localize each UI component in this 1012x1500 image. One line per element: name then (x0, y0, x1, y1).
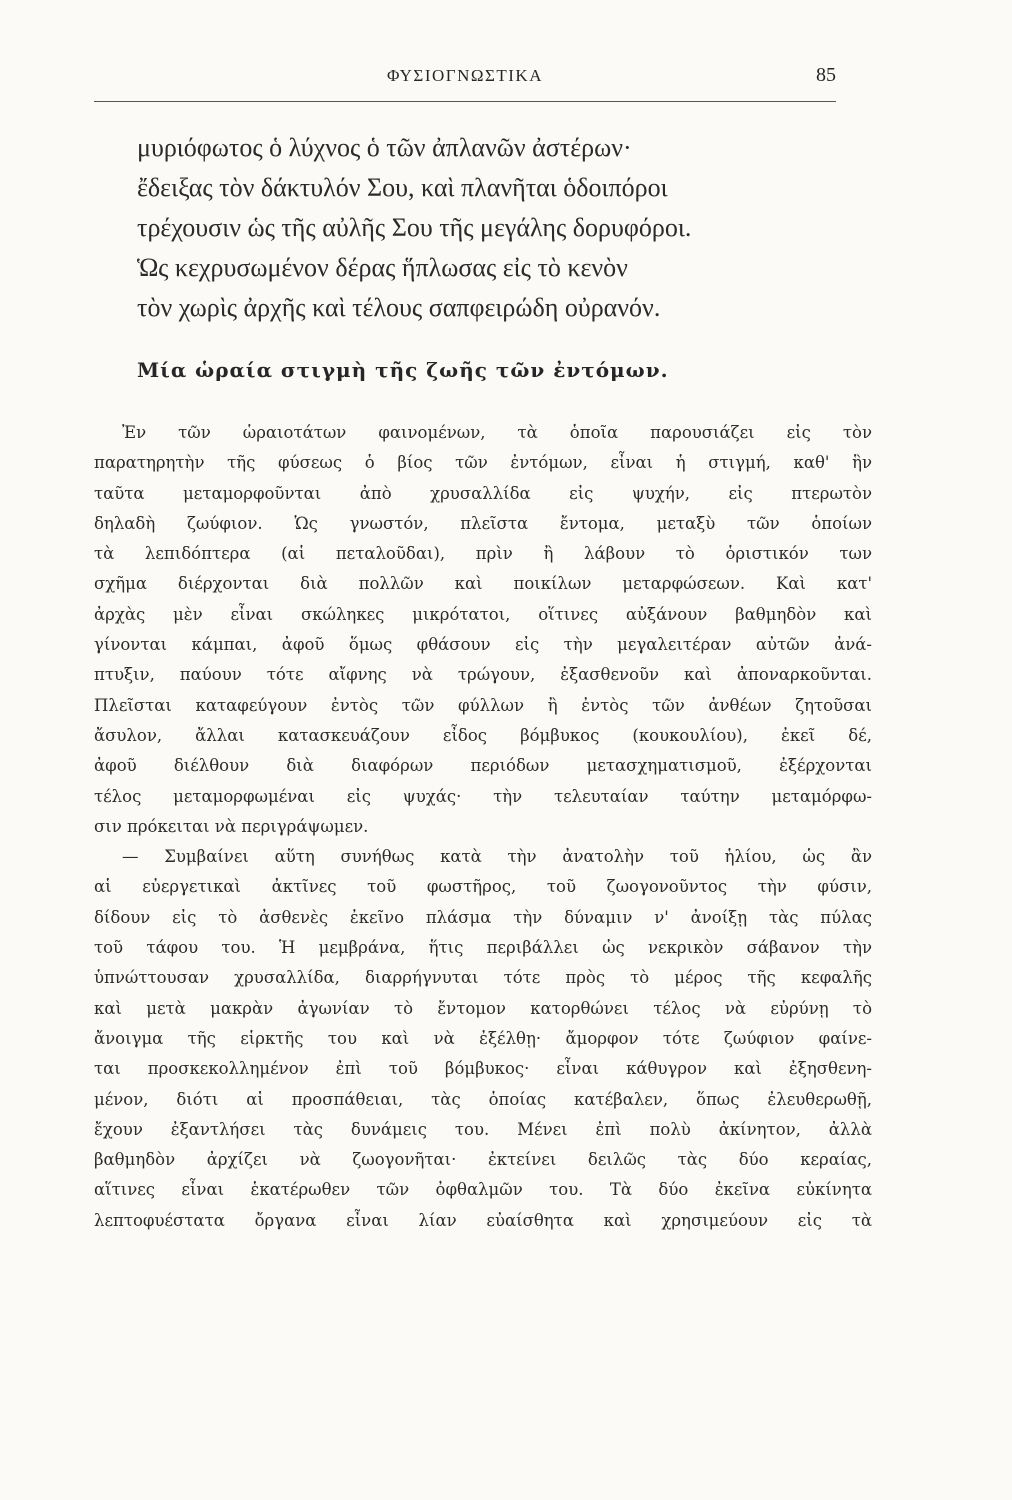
poem-line: ἔδειξας τὸν δάκτυλόν Σου, καὶ πλανῆται ὁδοιπόροι (137, 173, 668, 202)
text-line: αἱ εὐεργετικαὶ ἀκτῖνες τοῦ φωστῆρος, τοῦ ζωογονοῦντος τὴν φύσιν, (94, 877, 872, 897)
text-line: — Συμβαίνει αὕτη συνήθως κατὰ τὴν ἀνατολὴν τοῦ ἡλίου, ὡς ἂν (122, 847, 872, 867)
poem-line: μυριόφωτος ὁ λύχνος ὁ τῶν ἀπλανῶν ἀστέρων· (137, 133, 632, 162)
text-line: ἔχουν ἐξαντλήσει τὰς δυνάμεις του. Μένει ἐπὶ πολὺ ἀκίνητον, ἀλλὰ (94, 1119, 872, 1139)
text-line: σχῆμα διέρχονται διὰ πολλῶν καὶ ποικίλων μεταρφώσεων. Καὶ κατ' (94, 574, 872, 594)
text-line: αἵτινες εἶναι ἑκατέρωθεν τῶν ὀφθαλμῶν του. Τὰ δύο ἐκεῖνα εὐκίνητα (94, 1180, 872, 1200)
text-line: τέλος μεταμορφωμέναι εἰς ψυχάς· τὴν τελευταίαν ταύτην μεταμόρφω- (94, 786, 872, 806)
text-line: ὑπνώττουσαν χρυσαλλίδα, διαρρήγνυται τότε πρὸς τὸ μέρος τῆς κεφαλῆς (94, 968, 872, 988)
poem-line: Ὡς κεχρυσωμένον δέρας ἥπλωσας εἰς τὸ κενὸν (137, 253, 628, 282)
running-header (94, 66, 836, 96)
text-line: σιν πρόκειται νὰ περιγράψωμεν. (94, 816, 369, 836)
text-line: Πλεῖσται καταφεύγουν ἐντὸς τῶν φύλλων ἢ ἐντὸς τῶν ἀνθέων ζητοῦσαι (94, 695, 872, 715)
text-line: Ἐν τῶν ὡραιοτάτων φαινομένων, τὰ ὁποῖα παρουσιάζει εἰς τὸν (122, 423, 872, 442)
text-line: ἄνοιγμα τῆς εἱρκτῆς του καὶ νὰ ἐξέλθῃ· ἄμορφον τότε ζωύφιον φαίνε- (94, 1028, 872, 1048)
text-line: ταῦτα μεταμορφοῦνται ἀπὸ χρυσαλλίδα εἰς ψυχήν, εἰς πτερωτὸν (94, 483, 872, 503)
text-line: λεπτοφυέστατα ὄργανα εἶναι λίαν εὐαίσθητα καὶ χρησιμεύουν εἰς τὰ (94, 1210, 872, 1230)
section-heading: Μία ὡραία στιγμὴ τῆς ζωῆς τῶν ἐντόμων. (137, 358, 669, 382)
text-line: τὰ λεπιδόπτερα (αἱ πεταλοῦδαι), πρὶν ἢ λάβουν τὸ ὁριστικόν των (94, 544, 872, 564)
header-rule (94, 101, 836, 102)
running-title: ΦΥΣΙΟΓΝΩΣΤΙΚΑ (387, 66, 543, 85)
text-line: δίδουν εἰς τὸ ἀσθενὲς ἐκεῖνο πλάσμα τὴν δύναμιν ν' ἀνοίξῃ τὰς πύλας (94, 907, 872, 927)
text-line: μένον, διότι αἱ προσπάθειαι, τὰς ὁποίας κατέβαλεν, ὅπως ἐλευθερωθῇ, (94, 1089, 872, 1109)
text-line: γίνονται κάμπαι, ἀφοῦ ὅμως φθάσουν εἰς τὴν μεγαλειτέραν αὐτῶν ἀνά- (94, 635, 872, 655)
page-number: 85 (816, 64, 836, 86)
text-line: πτυξιν, παύουν τότε αἴφνης νὰ τρώγουν, ἐξασθενοῦν καὶ ἀποναρκοῦνται. (94, 665, 872, 685)
text-line: δηλαδὴ ζωύφιον. Ὡς γνωστόν, πλεῖστα ἔντομα, μεταξὺ τῶν ὁποίων (94, 513, 872, 533)
text-line: ἀφοῦ διέλθουν διὰ διαφόρων περιόδων μετασχηματισμοῦ, ἐξέρχονται (94, 756, 872, 776)
text-line: ἄσυλον, ἄλλαι κατασκευάζουν εἶδος βόμβυκος (κουκουλίου), ἐκεῖ δέ, (94, 725, 872, 745)
text-line: καὶ μετὰ μακρὰν ἀγωνίαν τὸ ἔντομον κατορθώνει τέλος νὰ εὐρύνῃ τὸ (94, 998, 872, 1018)
text-line: βαθμηδὸν ἀρχίζει νὰ ζωογονῆται· ἐκτείνει δειλῶς τὰς δύο κεραίας, (94, 1150, 872, 1170)
text-line: ἀρχὰς μὲν εἶναι σκώληκες μικρότατοι, οἵτινες αὐξάνουν βαθμηδὸν καὶ (94, 604, 872, 624)
text-line: παρατηρητὴν τῆς φύσεως ὁ βίος τῶν ἐντόμων, εἶναι ἡ στιγμή, καθ' ἣν (94, 453, 872, 473)
text-line: τοῦ τάφου του. Ἡ μεμβράνα, ἥτις περιβάλλει ὡς νεκρικὸν σάβανον τὴν (94, 938, 872, 958)
poem-line: τρέχουσιν ὡς τῆς αὐλῆς Σου τῆς μεγάλης δορυφόροι. (137, 213, 692, 242)
section-body (94, 418, 872, 1236)
text-line: ται προσκεκολλημένον ἐπὶ τοῦ βόμβυκος· εἶναι κάθυγρον καὶ ἐξησθενη- (94, 1059, 872, 1079)
poem-stanza (137, 128, 837, 328)
poem-line: τὸν χωρὶς ἀρχῆς καὶ τέλους σαπφειρώδη οὐρανόν. (137, 293, 661, 322)
